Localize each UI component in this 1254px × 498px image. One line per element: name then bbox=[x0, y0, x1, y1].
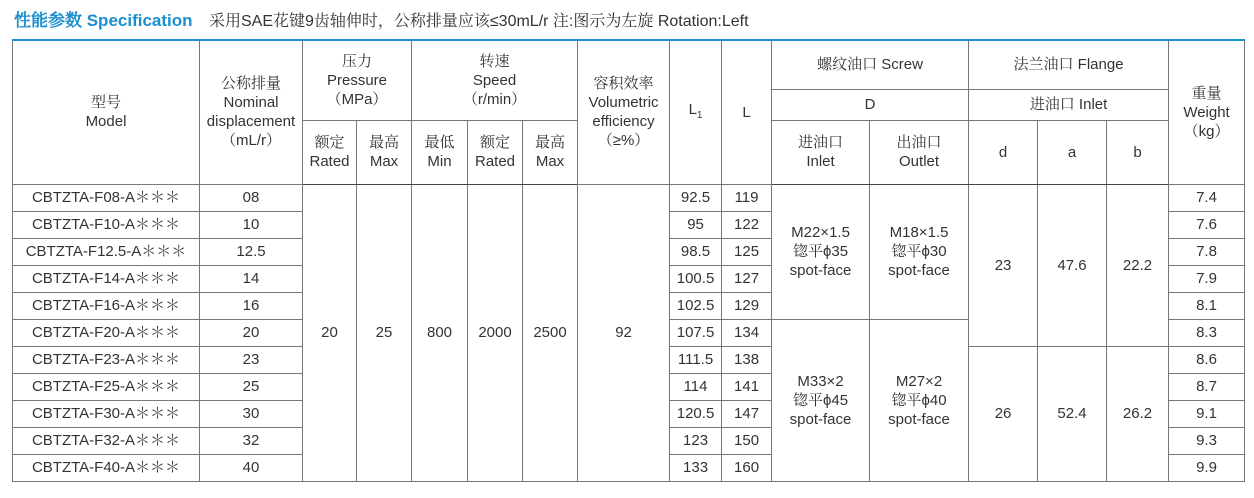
l1-cell: 100.5 bbox=[670, 265, 722, 292]
flange-a-cell: 52.4 bbox=[1038, 346, 1107, 481]
l-cell: 150 bbox=[722, 427, 772, 454]
l1-cell: 111.5 bbox=[670, 346, 722, 373]
table-row bbox=[13, 184, 1245, 211]
l-cell: 134 bbox=[722, 319, 772, 346]
l-header: L bbox=[722, 40, 772, 184]
model-cell: CBTZTA-F23-A＊＊＊ bbox=[13, 346, 200, 373]
displacement-cell: 14 bbox=[200, 265, 303, 292]
screw-header: 螺纹油口 Screw bbox=[772, 40, 969, 89]
l1-cell: 98.5 bbox=[670, 238, 722, 265]
inlet-header: 进油口 Inlet bbox=[772, 120, 870, 184]
flange-a-cell: 47.6 bbox=[1038, 184, 1107, 346]
outlet-port-cell: M27×2 锪平ϕ40 spot-face bbox=[870, 319, 969, 481]
l-cell: 125 bbox=[722, 238, 772, 265]
flange-inlet-header: 进油口 Inlet bbox=[969, 89, 1169, 120]
weight-cell: 7.4 bbox=[1169, 184, 1245, 211]
l1-cell: 133 bbox=[670, 454, 722, 481]
speed-max-cell: 2500 bbox=[523, 184, 578, 481]
l1-cell: 95 bbox=[670, 211, 722, 238]
speed-min-header: 最低 Min bbox=[412, 120, 468, 184]
displacement-cell: 20 bbox=[200, 319, 303, 346]
speed-header: 转速 Speed （r/min） bbox=[412, 40, 578, 120]
displacement-cell: 08 bbox=[200, 184, 303, 211]
displacement-header: 公称排量 Nominal displacement （mL/r） bbox=[200, 40, 303, 184]
model-cell: CBTZTA-F16-A＊＊＊ bbox=[13, 292, 200, 319]
l-cell: 129 bbox=[722, 292, 772, 319]
weight-cell: 8.1 bbox=[1169, 292, 1245, 319]
weight-cell: 9.3 bbox=[1169, 427, 1245, 454]
speed-rated-cell: 2000 bbox=[468, 184, 523, 481]
flange-b-header: b bbox=[1107, 120, 1169, 184]
section-note: 采用SAE花键9齿轴伸时，公称排量应该≤30mL/r 注:图示为左旋 Rotation:Left bbox=[208, 13, 749, 30]
flange-header: 法兰油口 Flange bbox=[969, 40, 1169, 89]
speed-max-header: 最高 Max bbox=[523, 120, 578, 184]
pressure-max-cell: 25 bbox=[357, 184, 412, 481]
model-cell: CBTZTA-F14-A＊＊＊ bbox=[13, 265, 200, 292]
model-cell: CBTZTA-F12.5-A＊＊＊ bbox=[13, 238, 200, 265]
flange-d-cell: 23 bbox=[969, 184, 1038, 346]
weight-cell: 7.9 bbox=[1169, 265, 1245, 292]
model-cell: CBTZTA-F32-A＊＊＊ bbox=[13, 427, 200, 454]
displacement-cell: 25 bbox=[200, 373, 303, 400]
l-cell: 138 bbox=[722, 346, 772, 373]
l1-cell: 92.5 bbox=[670, 184, 722, 211]
flange-a-header: a bbox=[1038, 120, 1107, 184]
spec-table bbox=[12, 39, 1245, 482]
l1-cell: 120.5 bbox=[670, 400, 722, 427]
model-cell: CBTZTA-F40-A＊＊＊ bbox=[13, 454, 200, 481]
section-title: 性能参数 Specification bbox=[14, 11, 193, 30]
speed-rated-header: 额定 Rated bbox=[468, 120, 523, 184]
model-header: 型号 Model bbox=[13, 40, 200, 184]
l1-cell: 107.5 bbox=[670, 319, 722, 346]
l-cell: 147 bbox=[722, 400, 772, 427]
pressure-header: 压力 Pressure （MPa） bbox=[303, 40, 412, 120]
l-cell: 141 bbox=[722, 373, 772, 400]
pressure-rated-cell: 20 bbox=[303, 184, 357, 481]
l1-cell: 102.5 bbox=[670, 292, 722, 319]
l1-header: $L_1$ bbox=[670, 40, 722, 184]
flange-d-cell: 26 bbox=[969, 346, 1038, 481]
displacement-cell: 32 bbox=[200, 427, 303, 454]
flange-b-cell: 26.2 bbox=[1107, 346, 1169, 481]
weight-cell: 7.6 bbox=[1169, 211, 1245, 238]
displacement-cell: 10 bbox=[200, 211, 303, 238]
model-cell: CBTZTA-F08-A＊＊＊ bbox=[13, 184, 200, 211]
spec-table-body bbox=[13, 184, 1245, 481]
header bbox=[14, 6, 749, 28]
l1-cell: 114 bbox=[670, 373, 722, 400]
l-cell: 127 bbox=[722, 265, 772, 292]
weight-cell: 9.9 bbox=[1169, 454, 1245, 481]
model-cell: CBTZTA-F10-A＊＊＊ bbox=[13, 211, 200, 238]
pressure-rated-header: 额定 Rated bbox=[303, 120, 357, 184]
model-cell: CBTZTA-F25-A＊＊＊ bbox=[13, 373, 200, 400]
model-cell: CBTZTA-F30-A＊＊＊ bbox=[13, 400, 200, 427]
speed-min-cell: 800 bbox=[412, 184, 468, 481]
weight-cell: 8.3 bbox=[1169, 319, 1245, 346]
model-cell: CBTZTA-F20-A＊＊＊ bbox=[13, 319, 200, 346]
inlet-port-cell: M33×2 锪平ϕ45 spot-face bbox=[772, 319, 870, 481]
l1-cell: 123 bbox=[670, 427, 722, 454]
efficiency-cell: 92 bbox=[578, 184, 670, 481]
flange-b-cell: 22.2 bbox=[1107, 184, 1169, 346]
displacement-cell: 16 bbox=[200, 292, 303, 319]
l-cell: 122 bbox=[722, 211, 772, 238]
weight-header: 重量 Weight （kg） bbox=[1169, 40, 1245, 184]
screw-d-header: D bbox=[772, 89, 969, 120]
weight-cell: 9.1 bbox=[1169, 400, 1245, 427]
displacement-cell: 23 bbox=[200, 346, 303, 373]
displacement-cell: 40 bbox=[200, 454, 303, 481]
l-cell: 160 bbox=[722, 454, 772, 481]
l-cell: 119 bbox=[722, 184, 772, 211]
weight-cell: 8.6 bbox=[1169, 346, 1245, 373]
weight-cell: 7.8 bbox=[1169, 238, 1245, 265]
displacement-cell: 12.5 bbox=[200, 238, 303, 265]
efficiency-header: 容积效率 Volumetric efficiency （≥%） bbox=[578, 40, 670, 184]
outlet-port-cell: M18×1.5 锪平ϕ30 spot-face bbox=[870, 184, 969, 319]
inlet-port-cell: M22×1.5 锪平ϕ35 spot-face bbox=[772, 184, 870, 319]
weight-cell: 8.7 bbox=[1169, 373, 1245, 400]
pressure-max-header: 最高 Max bbox=[357, 120, 412, 184]
flange-d-header: d bbox=[969, 120, 1038, 184]
displacement-cell: 30 bbox=[200, 400, 303, 427]
outlet-header: 出油口 Outlet bbox=[870, 120, 969, 184]
